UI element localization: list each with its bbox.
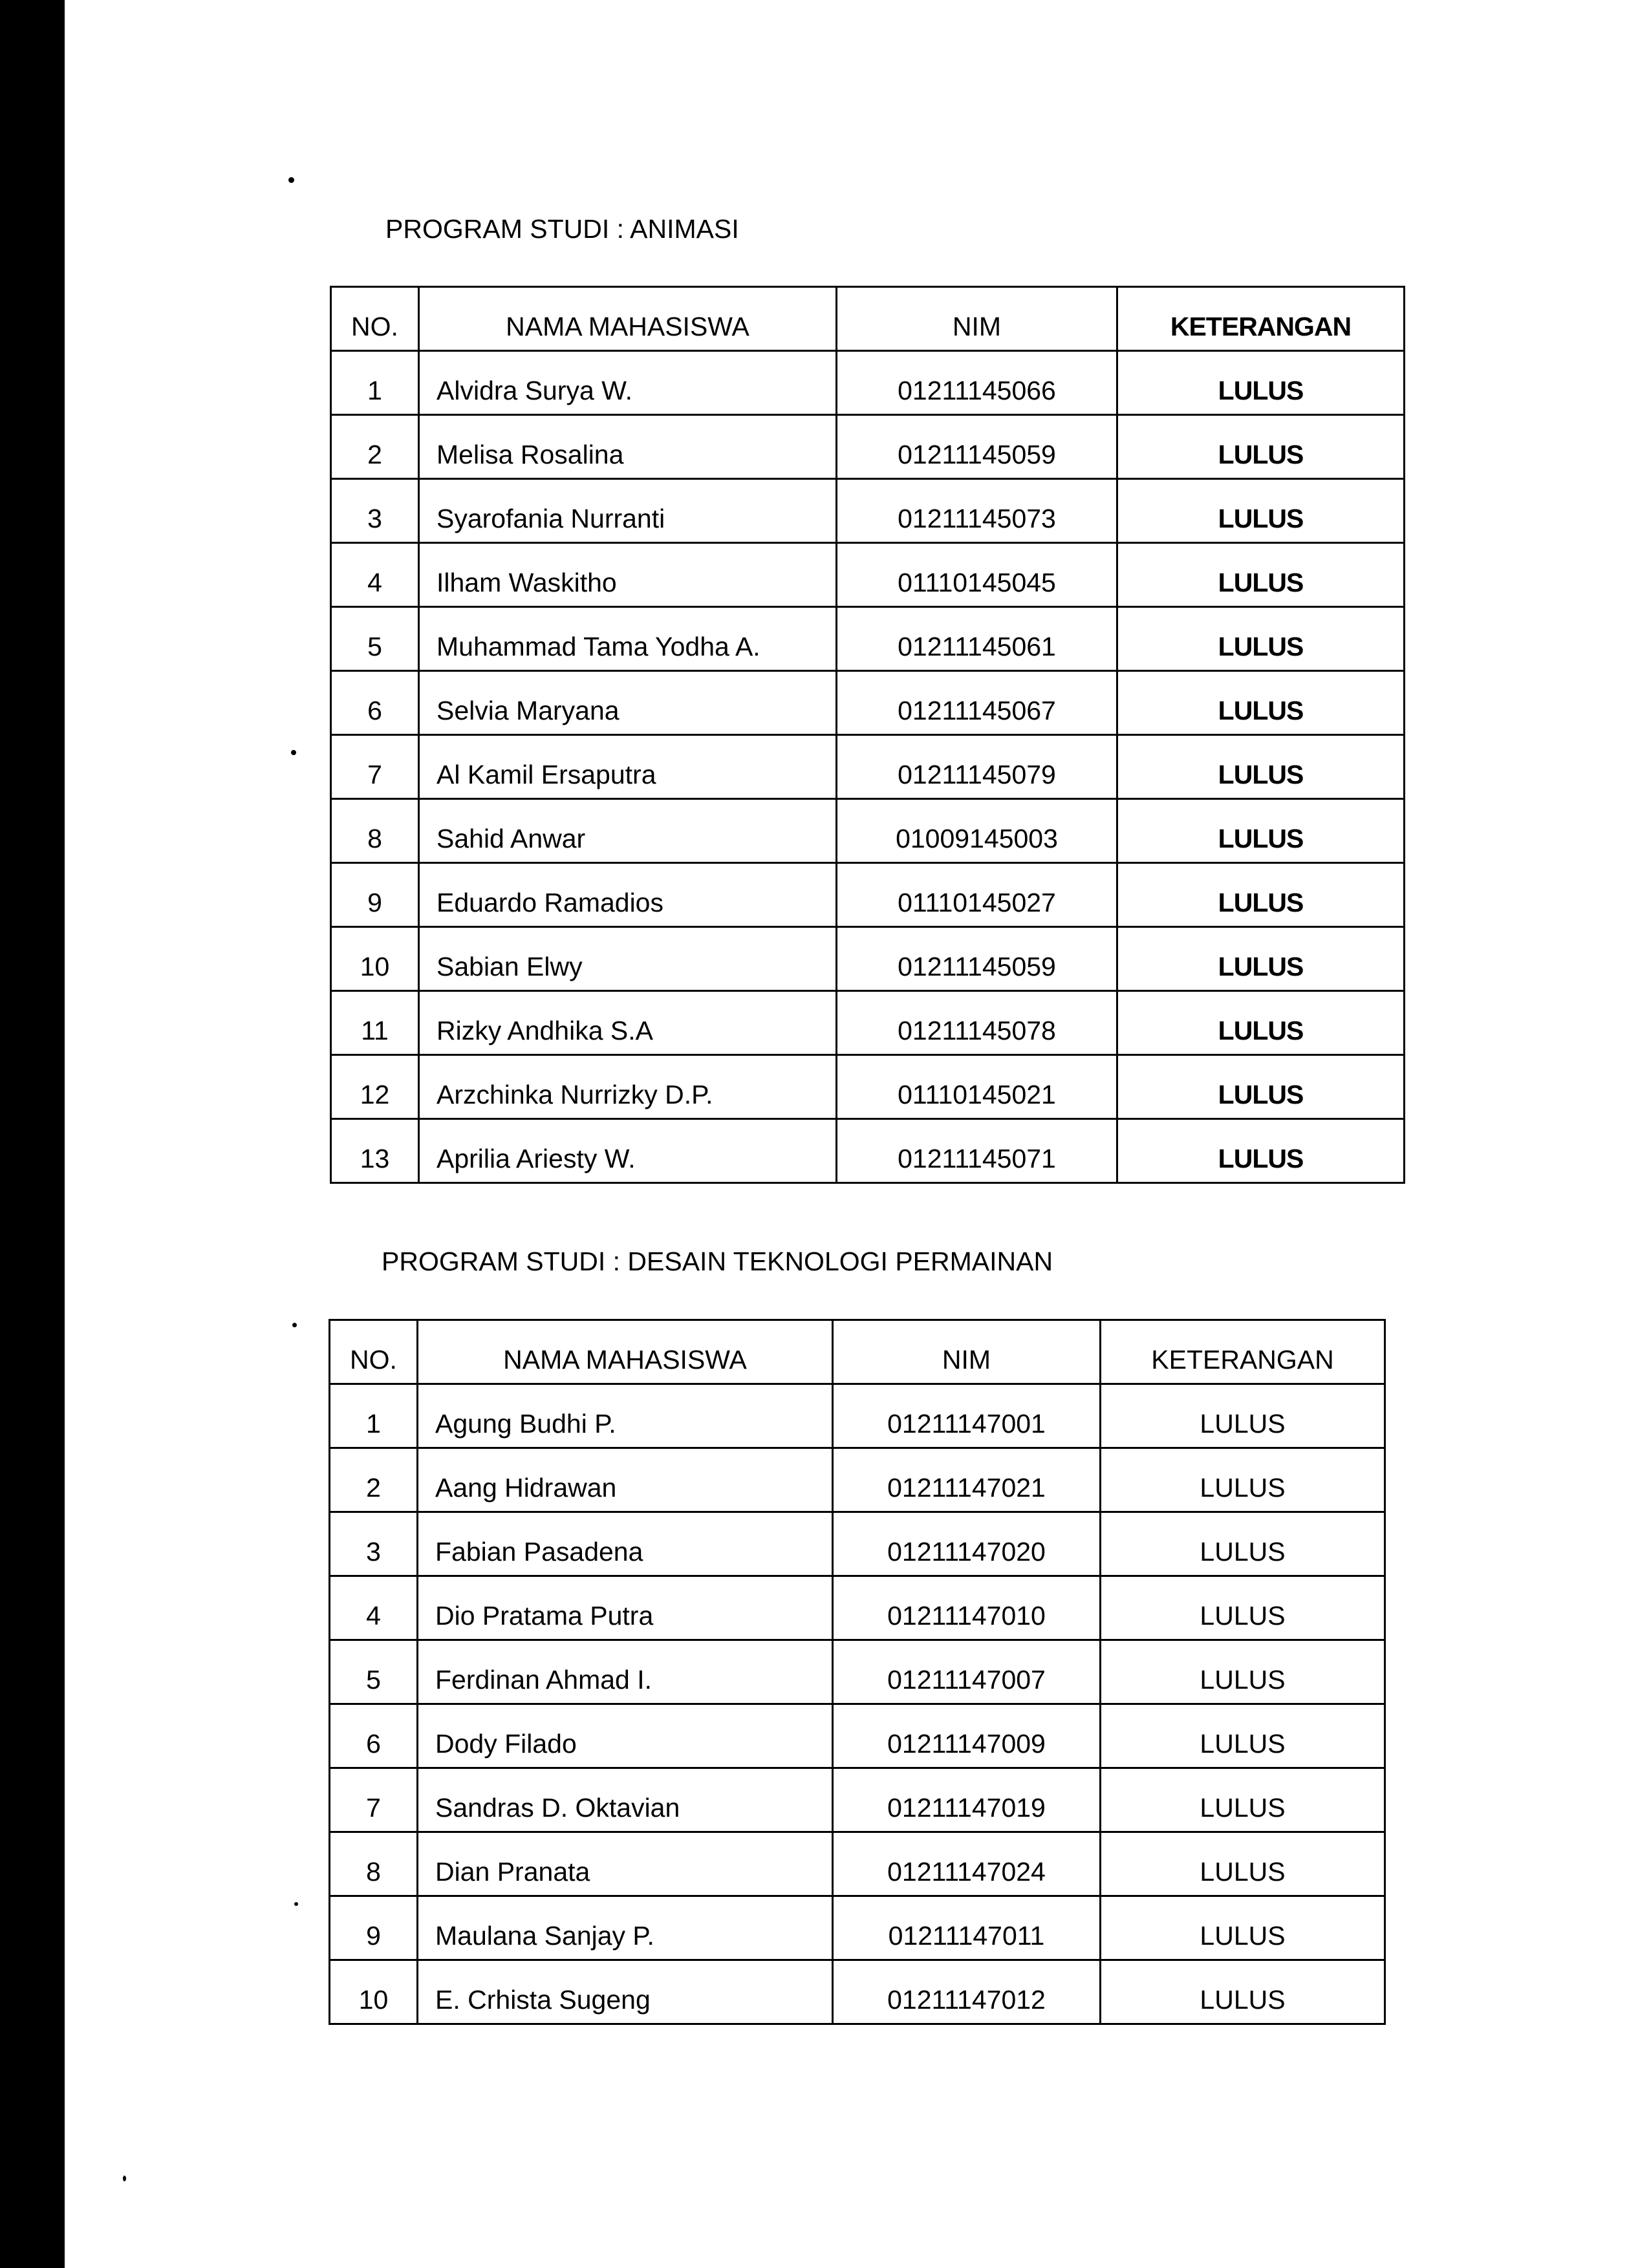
cell-status: LULUS <box>1117 1119 1405 1183</box>
cell-status: LULUS <box>1101 1640 1385 1704</box>
cell-no: 6 <box>331 671 419 735</box>
cell-nim: 01211147001 <box>833 1384 1101 1448</box>
cell-student-name: Fabian Pasadena <box>418 1512 833 1576</box>
header-status: KETERANGAN <box>1117 287 1405 351</box>
cell-no: 1 <box>330 1384 418 1448</box>
cell-status: LULUS <box>1117 863 1405 927</box>
cell-nim: 01211147020 <box>833 1512 1101 1576</box>
cell-student-name: Dian Pranata <box>418 1832 833 1896</box>
cell-no: 10 <box>331 927 419 991</box>
section-title-animasi: PROGRAM STUDI : ANIMASI <box>385 214 739 244</box>
cell-no: 6 <box>330 1704 418 1768</box>
cell-status: LULUS <box>1117 607 1405 671</box>
cell-no: 5 <box>330 1640 418 1704</box>
cell-student-name: Dio Pratama Putra <box>418 1576 833 1640</box>
table-row <box>330 1768 1385 1832</box>
table-row <box>331 1119 1405 1183</box>
cell-student-name: Maulana Sanjay P. <box>418 1896 833 1960</box>
cell-no: 3 <box>331 479 419 543</box>
header-no: NO. <box>330 1320 418 1384</box>
cell-no: 8 <box>331 799 419 863</box>
cell-student-name: Aang Hidrawan <box>418 1448 833 1512</box>
cell-nim: 01211145079 <box>837 735 1117 799</box>
cell-status: LULUS <box>1117 351 1405 415</box>
cell-no: 2 <box>331 415 419 479</box>
cell-nim: 01211145066 <box>837 351 1117 415</box>
cell-status: LULUS <box>1117 927 1405 991</box>
table-row <box>330 1960 1385 2024</box>
cell-student-name: Eduardo Ramadios <box>419 863 837 927</box>
scan-speck <box>288 177 294 183</box>
cell-no: 4 <box>330 1576 418 1640</box>
cell-status: LULUS <box>1101 1704 1385 1768</box>
table-row <box>331 671 1405 735</box>
header-nim: NIM <box>837 287 1117 351</box>
cell-student-name: Sandras D. Oktavian <box>418 1768 833 1832</box>
cell-status: LULUS <box>1117 415 1405 479</box>
cell-no: 3 <box>330 1512 418 1576</box>
cell-nim: 01211147011 <box>833 1896 1101 1960</box>
cell-status: LULUS <box>1117 799 1405 863</box>
cell-nim: 01009145003 <box>837 799 1117 863</box>
cell-student-name: Ilham Waskitho <box>419 543 837 607</box>
cell-status: LULUS <box>1117 671 1405 735</box>
table-row <box>331 1055 1405 1119</box>
cell-nim: 01211147012 <box>833 1960 1101 2024</box>
cell-status: LULUS <box>1101 1576 1385 1640</box>
table-row <box>330 1576 1385 1640</box>
table-header-row <box>331 287 1405 351</box>
table-row <box>331 991 1405 1055</box>
cell-no: 12 <box>331 1055 419 1119</box>
cell-student-name: Melisa Rosalina <box>419 415 837 479</box>
student-table-animasi <box>330 286 1405 1184</box>
cell-nim: 01211145078 <box>837 991 1117 1055</box>
cell-student-name: Arzchinka Nurrizky D.P. <box>419 1055 837 1119</box>
header-nim: NIM <box>833 1320 1101 1384</box>
student-table-desain-teknologi-permainan <box>329 1319 1386 2025</box>
cell-nim: 01110145021 <box>837 1055 1117 1119</box>
cell-no: 1 <box>331 351 419 415</box>
table-row <box>331 351 1405 415</box>
cell-student-name: Dody Filado <box>418 1704 833 1768</box>
table-row <box>330 1704 1385 1768</box>
cell-no: 9 <box>331 863 419 927</box>
cell-student-name: Alvidra Surya W. <box>419 351 837 415</box>
cell-no: 5 <box>331 607 419 671</box>
table-body <box>331 351 1405 1183</box>
cell-student-name: Sahid Anwar <box>419 799 837 863</box>
cell-student-name: Muhammad Tama Yodha A. <box>419 607 837 671</box>
table-row <box>331 799 1405 863</box>
table-row <box>330 1832 1385 1896</box>
table-row <box>330 1896 1385 1960</box>
cell-no: 9 <box>330 1896 418 1960</box>
table-row <box>330 1640 1385 1704</box>
scan-dark-edge <box>0 0 65 2268</box>
table-row <box>331 415 1405 479</box>
scan-speck <box>291 750 296 755</box>
table-row <box>331 735 1405 799</box>
cell-nim: 01211145059 <box>837 415 1117 479</box>
scan-speck <box>123 2176 126 2181</box>
table-header-row <box>330 1320 1385 1384</box>
header-name: NAMA MAHASISWA <box>418 1320 833 1384</box>
cell-status: LULUS <box>1117 991 1405 1055</box>
cell-no: 10 <box>330 1960 418 2024</box>
cell-no: 8 <box>330 1832 418 1896</box>
cell-student-name: Ferdinan Ahmad I. <box>418 1640 833 1704</box>
table-row <box>331 543 1405 607</box>
cell-nim: 01110145027 <box>837 863 1117 927</box>
cell-nim: 01211145071 <box>837 1119 1117 1183</box>
cell-student-name: Sabian Elwy <box>419 927 837 991</box>
cell-status: LULUS <box>1117 735 1405 799</box>
cell-nim: 01211145073 <box>837 479 1117 543</box>
cell-nim: 01211147009 <box>833 1704 1101 1768</box>
cell-student-name: Aprilia Ariesty W. <box>419 1119 837 1183</box>
table-row <box>331 479 1405 543</box>
table-row <box>331 927 1405 991</box>
cell-student-name: Al Kamil Ersaputra <box>419 735 837 799</box>
cell-student-name: Agung Budhi P. <box>418 1384 833 1448</box>
cell-status: LULUS <box>1101 1512 1385 1576</box>
cell-status: LULUS <box>1101 1960 1385 2024</box>
cell-nim: 01211147010 <box>833 1576 1101 1640</box>
scan-speck <box>292 1323 297 1327</box>
cell-no: 4 <box>331 543 419 607</box>
cell-nim: 01211147021 <box>833 1448 1101 1512</box>
table-row <box>330 1448 1385 1512</box>
cell-status: LULUS <box>1117 1055 1405 1119</box>
cell-status: LULUS <box>1101 1832 1385 1896</box>
cell-status: LULUS <box>1101 1768 1385 1832</box>
table-row <box>331 863 1405 927</box>
cell-nim: 01211145059 <box>837 927 1117 991</box>
cell-nim: 01110145045 <box>837 543 1117 607</box>
cell-nim: 01211145067 <box>837 671 1117 735</box>
header-no: NO. <box>331 287 419 351</box>
cell-nim: 01211145061 <box>837 607 1117 671</box>
cell-status: LULUS <box>1117 543 1405 607</box>
cell-no: 2 <box>330 1448 418 1512</box>
cell-no: 7 <box>331 735 419 799</box>
table-row <box>330 1384 1385 1448</box>
table-row <box>330 1512 1385 1576</box>
header-status: KETERANGAN <box>1101 1320 1385 1384</box>
cell-student-name: Syarofania Nurranti <box>419 479 837 543</box>
cell-nim: 01211147007 <box>833 1640 1101 1704</box>
cell-nim: 01211147024 <box>833 1832 1101 1896</box>
table-body <box>330 1384 1385 2024</box>
scan-speck <box>294 1902 298 1906</box>
cell-no: 7 <box>330 1768 418 1832</box>
cell-student-name: E. Crhista Sugeng <box>418 1960 833 2024</box>
cell-no: 13 <box>331 1119 419 1183</box>
cell-status: LULUS <box>1101 1384 1385 1448</box>
cell-student-name: Rizky Andhika S.A <box>419 991 837 1055</box>
header-name: NAMA MAHASISWA <box>419 287 837 351</box>
section-title-desain-teknologi-permainan: PROGRAM STUDI : DESAIN TEKNOLOGI PERMAINAN <box>382 1246 1053 1276</box>
cell-nim: 01211147019 <box>833 1768 1101 1832</box>
cell-status: LULUS <box>1101 1896 1385 1960</box>
cell-status: LULUS <box>1101 1448 1385 1512</box>
cell-student-name: Selvia Maryana <box>419 671 837 735</box>
cell-no: 11 <box>331 991 419 1055</box>
table-row <box>331 607 1405 671</box>
cell-status: LULUS <box>1117 479 1405 543</box>
